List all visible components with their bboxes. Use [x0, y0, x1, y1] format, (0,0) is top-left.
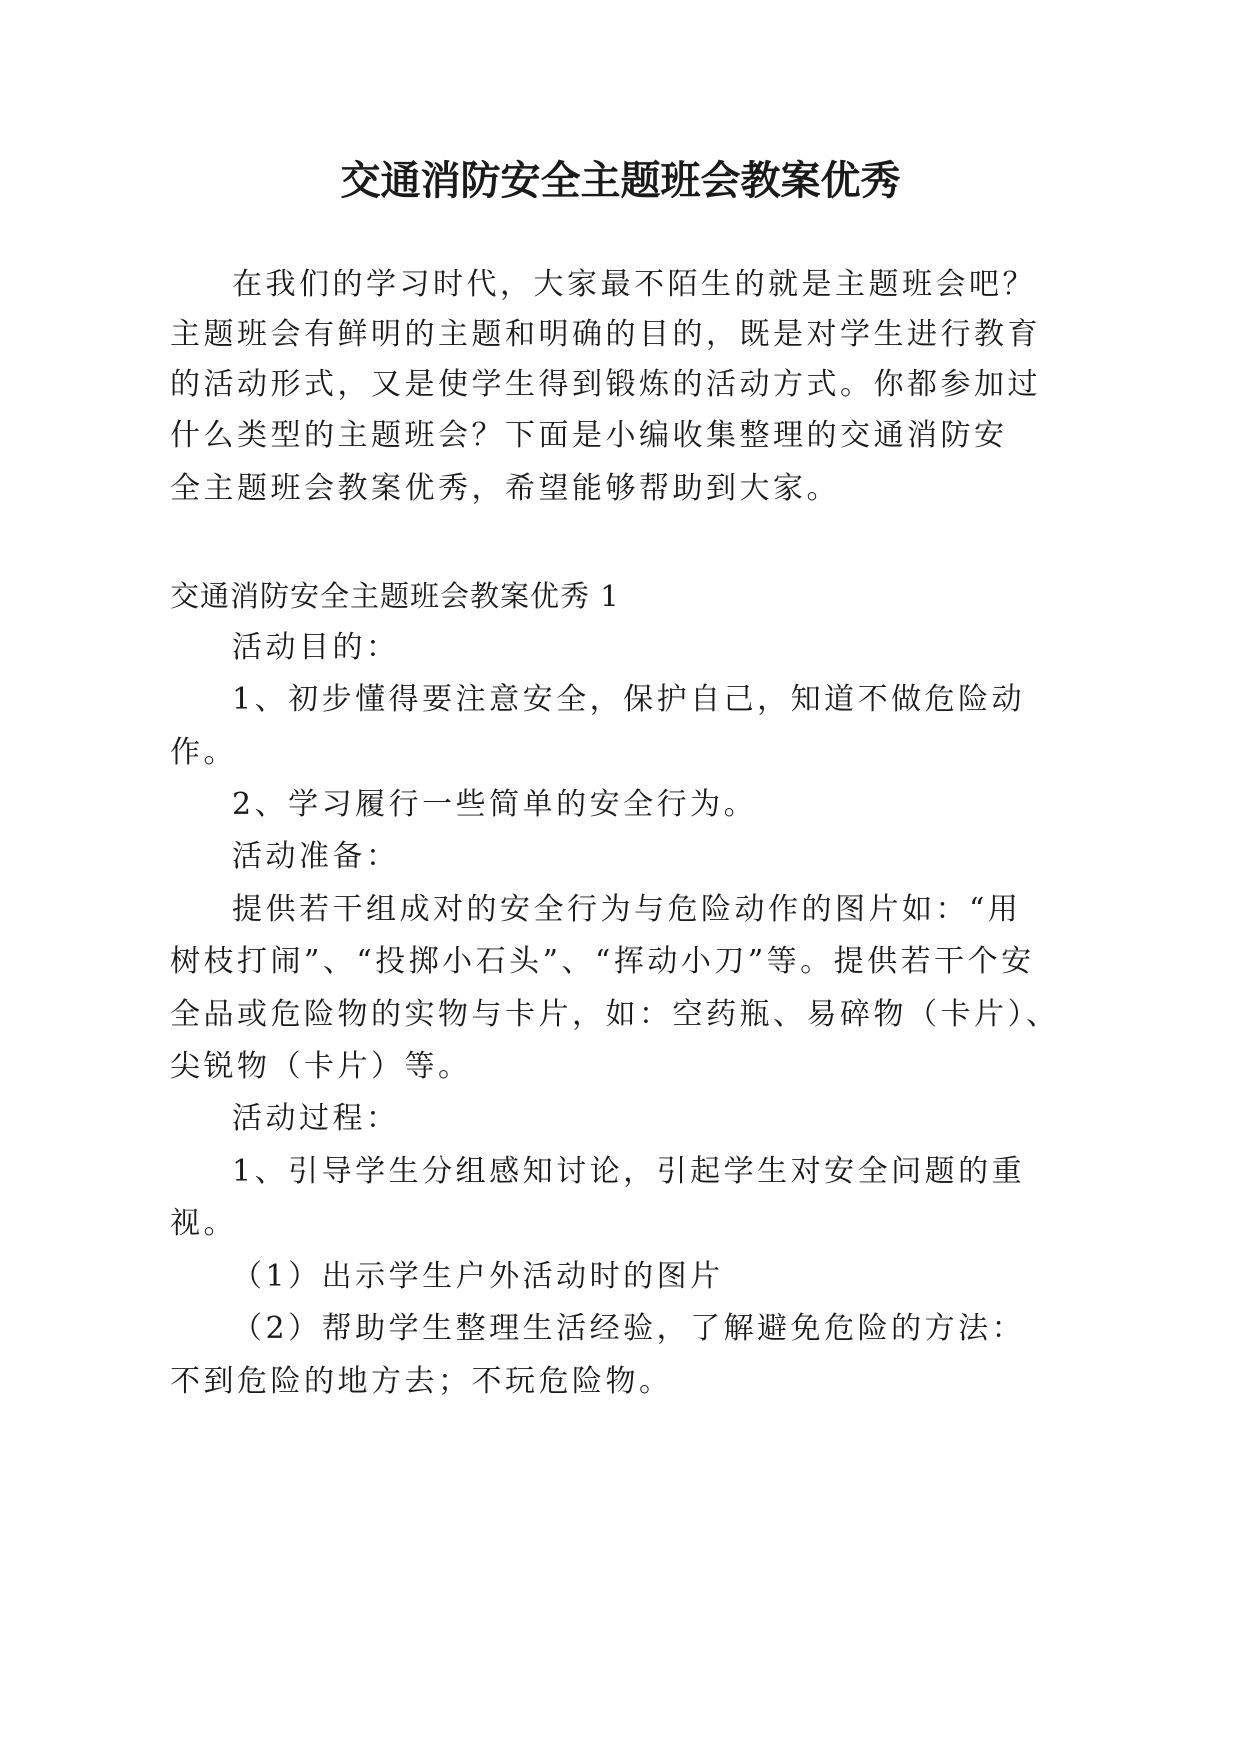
intro-line: 在我们的学习时代，大家最不陌生的就是主题班会吧？ [232, 267, 1036, 302]
preparation-line: 尖锐物（卡片）等。 [170, 1049, 472, 1084]
process-1-line: 视。 [170, 1206, 237, 1241]
sub-step-2-line: （2）帮助学生整理生活经验，了解避免危险的方法： [232, 1311, 1026, 1346]
intro-line: 主题班会有鲜明的主题和明确的目的，既是对学生进行教育 [170, 317, 1041, 352]
preparation-line: 树枝打闹”、“投掷小石头”、“挥动小刀”等。提供若干个安 [170, 944, 1035, 979]
process-label: 活动过程： [232, 1101, 400, 1136]
intro-line: 全主题班会教案优秀，希望能够帮助到大家。 [170, 471, 840, 506]
section-heading: 交通消防安全主题班会教案优秀 1 [170, 579, 620, 613]
process-1-line: 1、引导学生分组感知讨论，引起学生对安全问题的重 [232, 1154, 1026, 1189]
preparation-label: 活动准备： [232, 839, 400, 874]
activity-goal-label: 活动目的： [232, 630, 400, 665]
document-title: 交通消防安全主题班会教案优秀 [340, 157, 901, 204]
preparation-line: 全品或危险物的实物与卡片，如：空药瓶、易碎物（卡片）、 [170, 997, 1060, 1032]
sub-step-1: （1）出示学生户外活动时的图片 [232, 1259, 724, 1294]
intro-line: 什么类型的主题班会？下面是小编收集整理的交通消防安 [170, 418, 1008, 453]
goal-2-line: 2、学习履行一些简单的安全行为。 [232, 787, 758, 822]
intro-line: 的活动形式，又是使学生得到锻炼的活动方式。你都参加过 [170, 367, 1041, 402]
goal-1-line: 作。 [170, 735, 237, 770]
sub-step-2-line: 不到危险的地方去；不玩危险物。 [170, 1364, 673, 1399]
preparation-line: 提供若干组成对的安全行为与危险动作的图片如：“用 [232, 892, 1022, 927]
goal-1-line: 1、初步懂得要注意安全，保护自己，知道不做危险动 [232, 682, 1026, 717]
